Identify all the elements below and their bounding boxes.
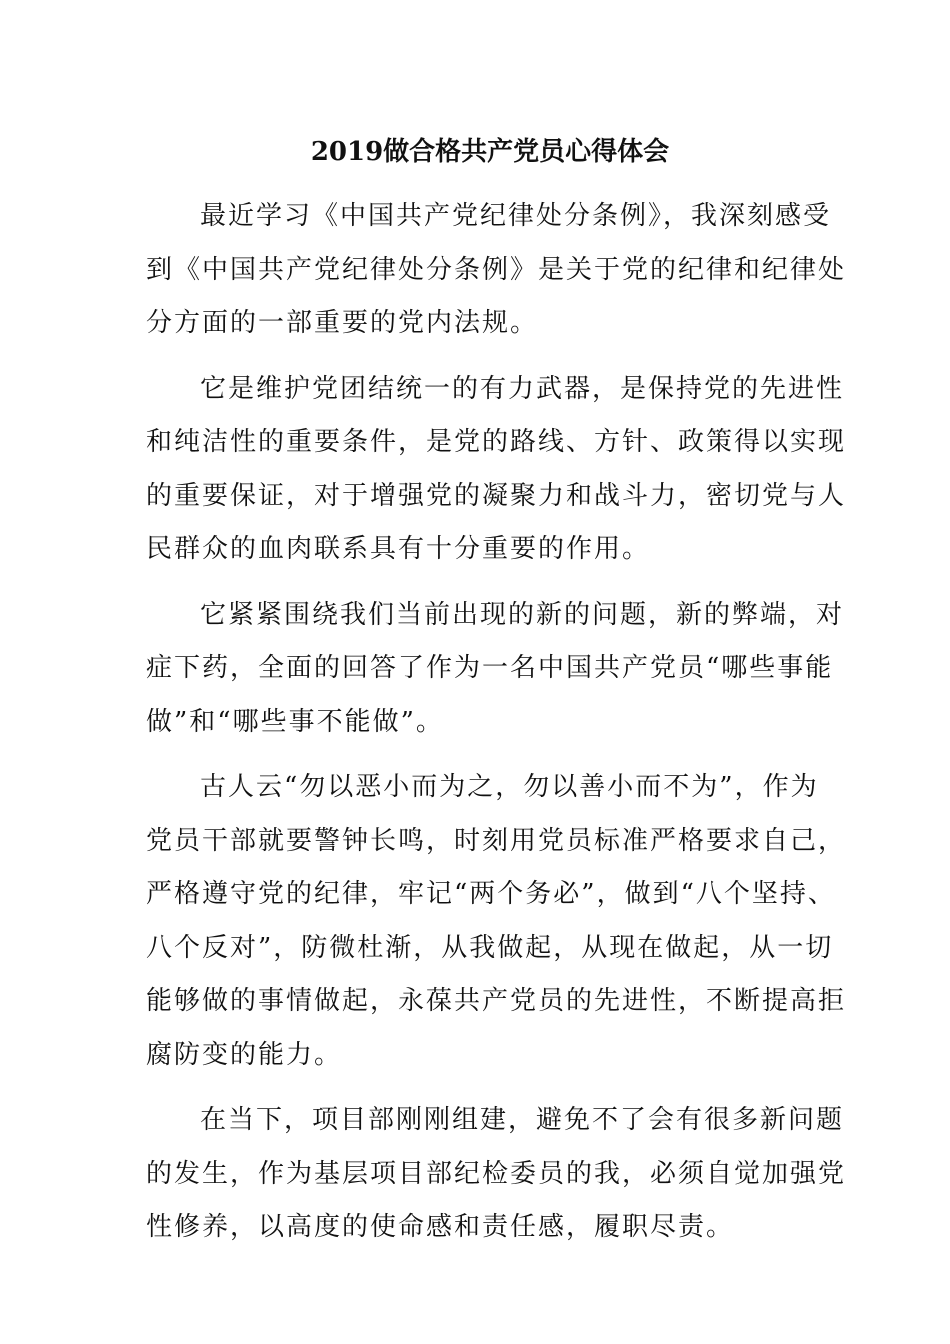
paragraph-line: 党员干部就要警钟长鸣，时刻用党员标准严格要求自己， <box>146 825 847 856</box>
document-title: 2019做合格共产党员心得体会 <box>310 137 670 167</box>
paragraph-line: 到《中国共产党纪律处分条例》是关于党的纪律和纪律处 <box>146 254 847 285</box>
paragraph-line: 最近学习《中国共产党纪律处分条例》，我深刻感受 <box>200 201 832 231</box>
paragraph-line: 的发生，作为基层项目部纪检委员的我，必须自觉加强党 <box>146 1158 847 1189</box>
paragraph-line: 腐防变的能力。 <box>146 1039 343 1070</box>
paragraph-line: 民群众的血肉联系具有十分重要的作用。 <box>146 534 651 564</box>
paragraph-line: 分方面的一部重要的党内法规。 <box>146 308 539 338</box>
paragraph-line: 和纯洁性的重要条件，是党的路线、方针、政策得以实现 <box>146 427 847 457</box>
paragraph-line: 能够做的事情做起，永葆共产党员的先进性，不断提高拒 <box>146 986 847 1016</box>
document-body <box>146 190 847 1267</box>
paragraph-line: 它是维护党团结统一的有力武器，是保持党的先进性 <box>200 373 845 404</box>
paragraph-line: 严格遵守党的纪律，牢记“两个务必”，做到“八个坚持、 <box>146 879 836 909</box>
paragraph-line: 的重要保证，对于增强党的凝聚力和战斗力，密切党与人 <box>146 480 847 511</box>
paragraph-line: 八个反对”，防微杜渐，从我做起，从现在做起，从一切 <box>146 932 834 963</box>
paragraph-1 <box>146 190 847 351</box>
paragraph-line: 它紧紧围绕我们当前出现的新的问题，新的弊端，对 <box>200 599 845 630</box>
paragraph-2 <box>146 363 847 577</box>
paragraph-line: 性修养，以高度的使命感和责任感，履职尽责。 <box>146 1212 735 1242</box>
paragraph-5 <box>146 1094 847 1255</box>
paragraph-line: 做”和“哪些事不能做”。 <box>146 706 444 737</box>
paragraph-line: 在当下，项目部刚刚组建，避免不了会有很多新问题 <box>200 1105 845 1135</box>
paragraph-3 <box>146 589 845 750</box>
paragraph-line: 症下药，全面的回答了作为一名中国共产党员“哪些事能 <box>146 653 834 683</box>
paragraph-line: 古人云“勿以恶小而为之，勿以善小而不为”，作为 <box>200 772 819 802</box>
paragraph-4 <box>146 761 847 1082</box>
